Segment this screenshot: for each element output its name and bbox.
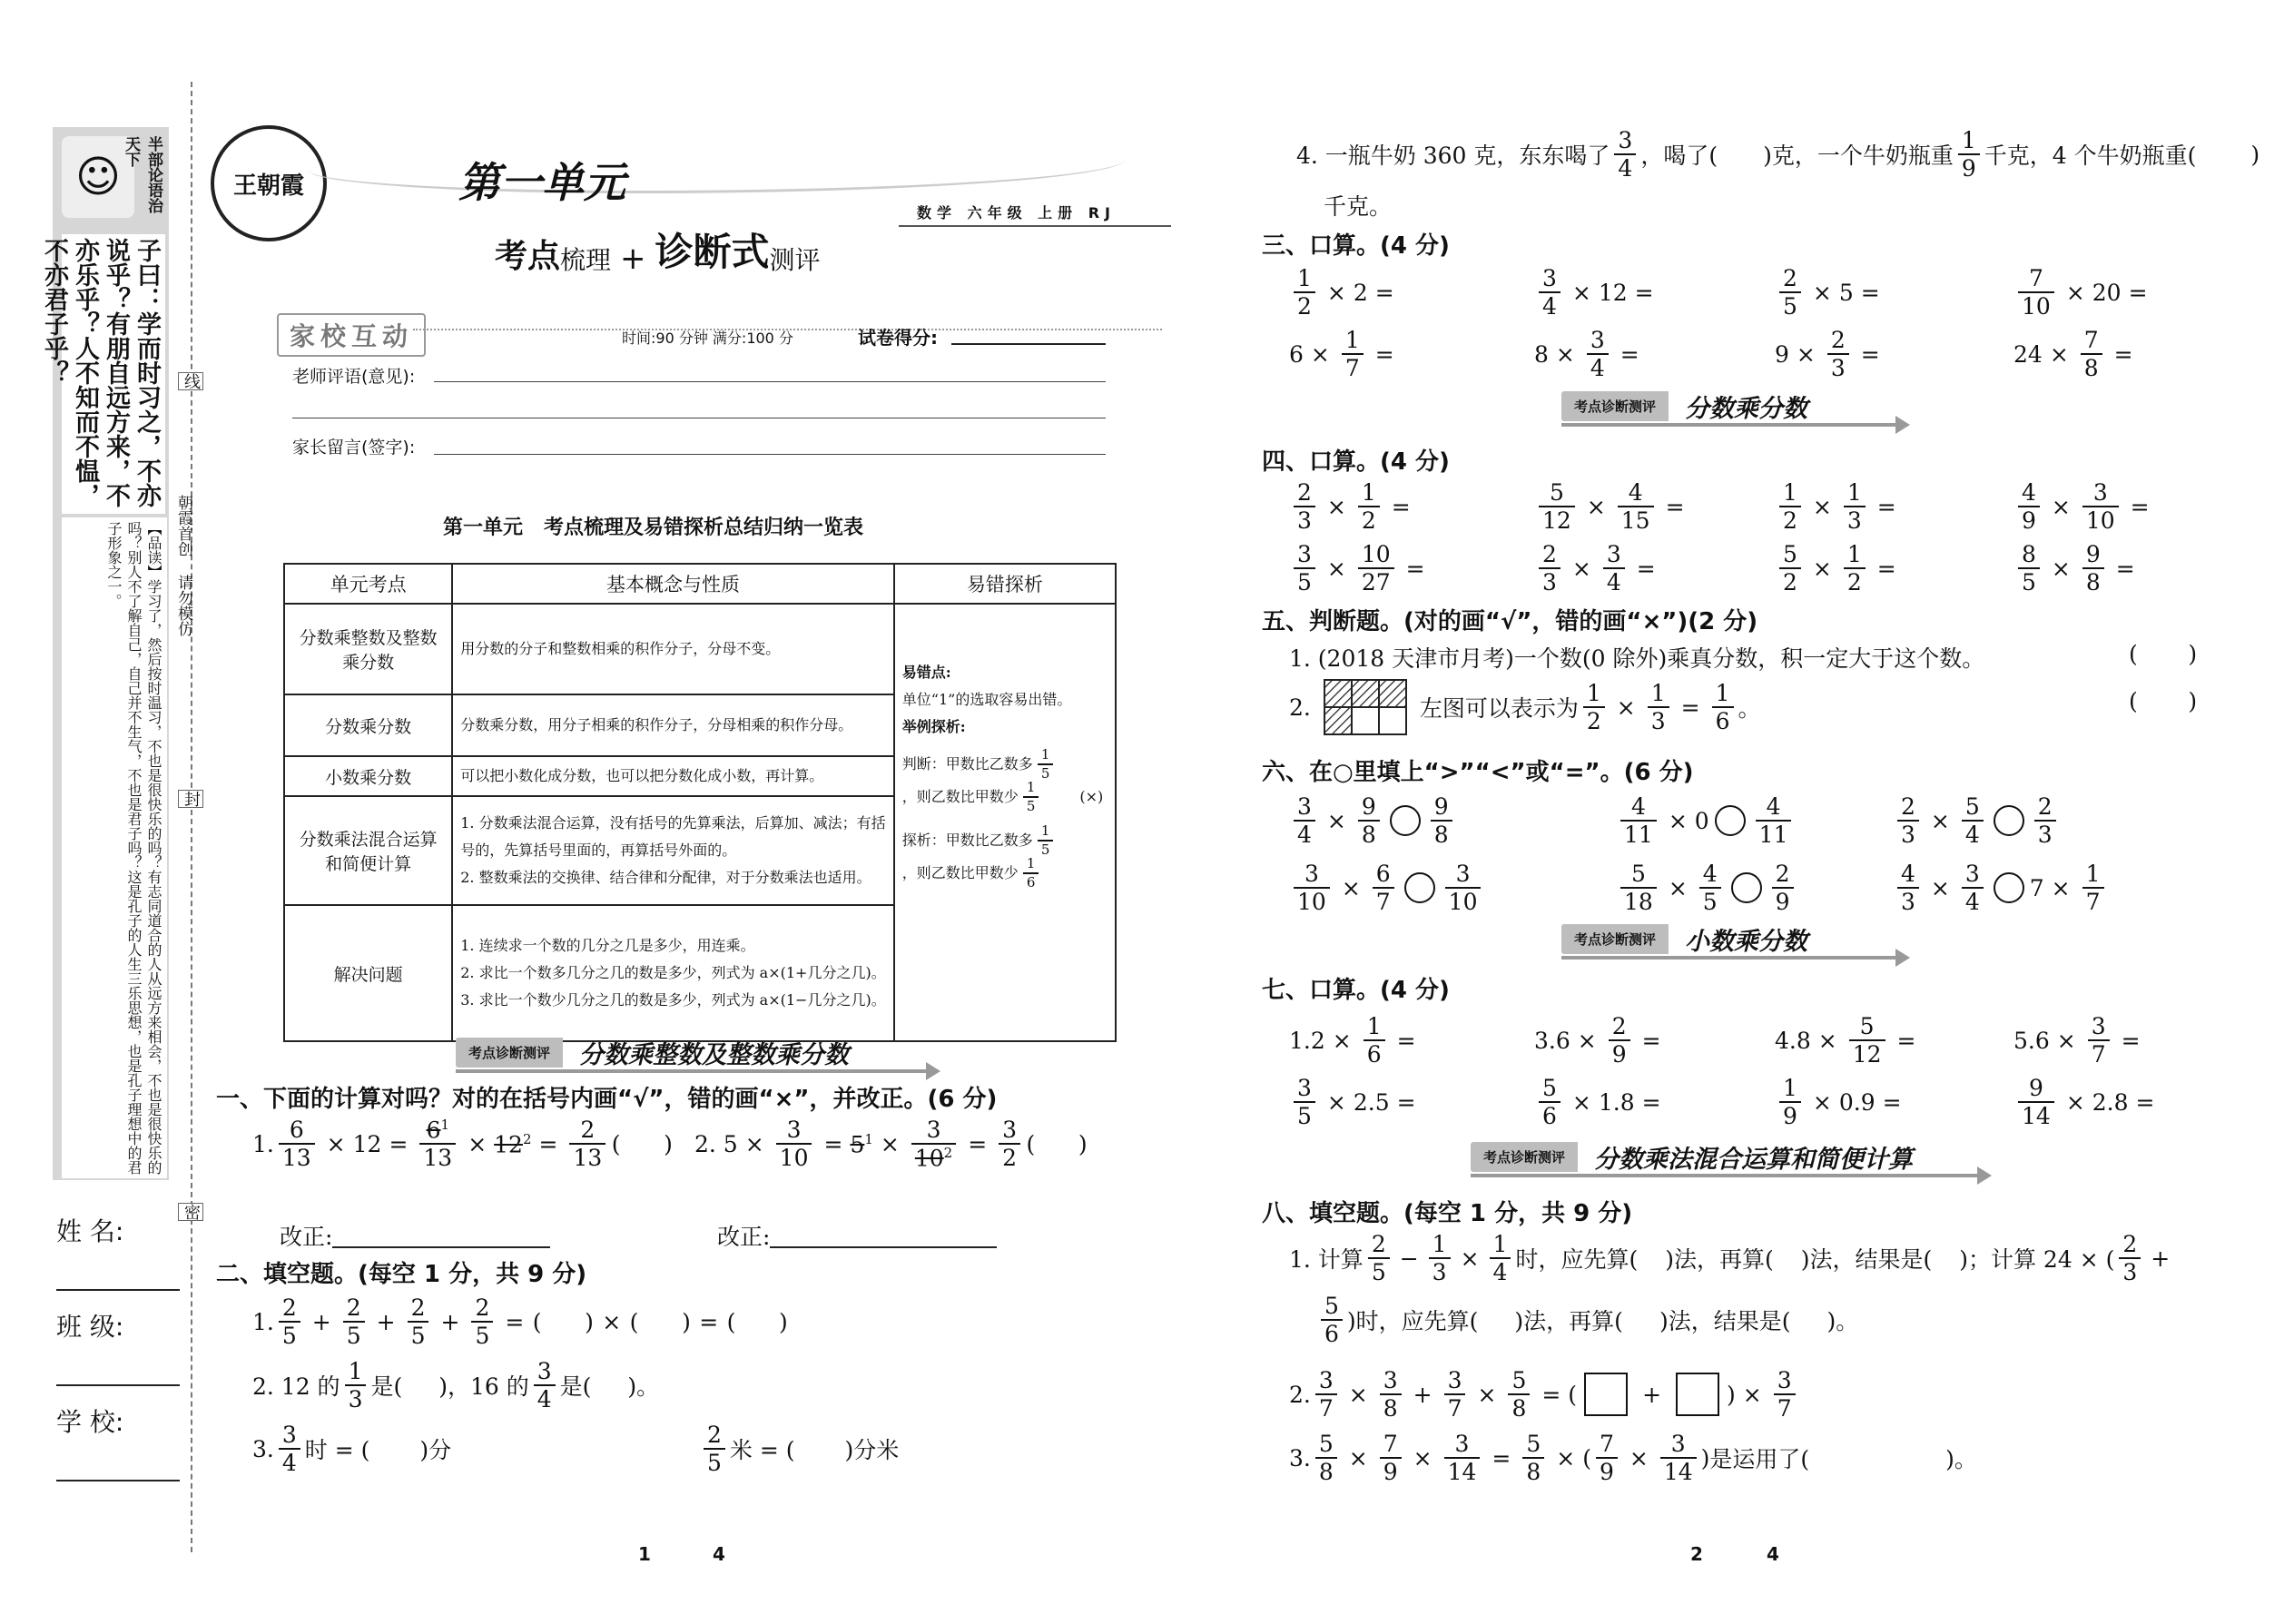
s8-q2: 2. $\frac{3}{7}$ × $\frac{3}{8}$ + $\frac{3}{7}$ × $\frac{5}{8}$ = ( + ) × $\frac{3}{7}$ (1289, 1369, 1800, 1420)
s3-r1c1: $\frac{1}{2}$ × 2 = (1289, 267, 1402, 318)
s2-heading: 二、填空题。(每空 1 分，共 9 分) (216, 1261, 587, 1288)
compare-circle[interactable] (1994, 805, 2024, 836)
s5-q1-answer[interactable]: ( ) (2129, 641, 2198, 667)
s2-q3-b: )分 (419, 1437, 452, 1463)
frac-1-5c: $\frac{1}{5}$ (1038, 824, 1054, 857)
summary-header-row (284, 564, 1116, 604)
row-topic: 小数乘分数 (284, 756, 452, 796)
s5-heading: 五、判断题。(对的画“√”，错的画“×”)(2 分) (1262, 608, 1758, 635)
s7-r2c4: $\frac{9}{14}$ × 2.8 = (2013, 1077, 2161, 1127)
fix-field-1[interactable] (332, 1223, 550, 1248)
s1-q1-answer[interactable]: ( ) (611, 1130, 673, 1157)
s3-r1c4: $\frac{7}{10}$ × 20 = (2013, 267, 2155, 318)
s8-q1: 1. 计算 $\frac{2}{5}$ − $\frac{1}{3}$ × $\frac{1}{4}$ 时，应先算( )法，再算( )法，结果是( )；计算 24 × ( $\frac{2}{3}$ + (1289, 1231, 2171, 1285)
judge-line (902, 748, 1108, 813)
s6-r2c2: $\frac{5}{18}$ × $\frac{4}{5}$ $\frac{2}{9}$ (1616, 862, 1798, 913)
col-topic: 单元考点 (284, 564, 452, 604)
s1-q1: 1. $\frac{6}{13}$ × 12 = $\frac{6^1}{13}$ × $12^2$ = $\frac{2}{13}$ ( ) (252, 1117, 673, 1172)
s8-q3-text: 是运用了( (1709, 1446, 1810, 1472)
class-field[interactable] (56, 1384, 180, 1386)
s8-heading: 八、填空题。(每空 1 分，共 9 分) (1262, 1200, 1633, 1227)
s6-r2c1: $\frac{3}{10}$ × $\frac{6}{7}$ $\frac{3}{10}$ (1289, 862, 1485, 913)
s2-q1: 1. $\frac{2}{5}$ + $\frac{2}{5}$ + $\frac{2}{5}$ + $\frac{2}{5}$ = ( ) × ( ) = ( ) (252, 1294, 788, 1349)
s2-q1-blank-2[interactable]: ( ) (629, 1308, 691, 1335)
summary-title: 第一单元 考点梳理及易错探析总结归纳一览表 (443, 517, 863, 539)
s6-r1c3: $\frac{2}{3}$ × $\frac{5}{4}$ $\frac{2}{3}$ (1893, 795, 2061, 846)
banner-title: 分数乘整数及整数乘分数 (579, 1040, 850, 1069)
err-text: 单位“1”的选取容易出错。 (901, 691, 1072, 708)
school-field[interactable] (56, 1480, 180, 1481)
logo-text: 王朝霞 (232, 172, 304, 200)
explore-a: 探析：甲数比乙数多 (901, 832, 1033, 849)
school-label: 学 校: (56, 1407, 124, 1437)
frac-1-5b: $\frac{1}{5}$ (1023, 781, 1039, 813)
banner-arrow (1561, 956, 1897, 960)
score-field[interactable] (951, 343, 1106, 345)
s4-r2c4: $\frac{8}{5}$ × $\frac{9}{8}$ = (2013, 543, 2142, 594)
home-school-tag: 家校互动 (277, 313, 426, 357)
frac-1-6: $\frac{1}{6}$ (1023, 857, 1039, 890)
s7-r2c2: $\frac{5}{6}$ × 1.8 = (1534, 1077, 1669, 1127)
subtitle-b: 梳理 (560, 245, 612, 275)
s7-r2c1: $\frac{3}{5}$ × 2.5 = (1289, 1077, 1423, 1127)
row-content (452, 796, 894, 905)
s6-r2c3: $\frac{4}{3}$ × $\frac{3}{4}$ 7 × $\frac{1}{7}$ (1893, 862, 2109, 913)
banner-arrow (456, 1069, 928, 1073)
s5-q2: 2. 左图可以表示为 $\frac{1}{2}$ × $\frac{1}{3}$ = $\frac{1}{6}$ 。 (1289, 680, 1761, 734)
teacher-field[interactable] (434, 381, 1106, 382)
r-q4-e: ) (2250, 141, 2260, 168)
banner-section-2 (1561, 389, 1897, 423)
unit-title: 第一单元 (458, 158, 625, 207)
s7-heading: 七、口算。(4 分) (1262, 977, 1450, 1004)
judge-mark: (×) (1079, 788, 1104, 805)
compare-circle[interactable] (1390, 805, 1421, 836)
s8-q1-e: )；计算 24 × ( (1959, 1246, 2115, 1273)
cut-line (191, 82, 192, 1552)
banner-arrow (1561, 423, 1897, 427)
s2-q3-d: )分米 (844, 1437, 900, 1463)
frac-1-5: $\frac{1}{5}$ (1038, 748, 1054, 781)
s3-r1c2: $\frac{3}{4}$ × 12 = (1534, 267, 1661, 318)
s3-r2c4: 24 × $\frac{7}{8}$ = (2013, 327, 2133, 381)
header-swoosh (309, 136, 1126, 193)
s8-q1-cont: $\frac{5}{6}$ )时，应先算( )法，再算( )法，结果是( )。 (1316, 1294, 1858, 1345)
s2-q2-c: )，16 的 (438, 1373, 529, 1400)
mistake-cell (894, 604, 1116, 1041)
banner-section-4 (1471, 1139, 1979, 1174)
s8-q3: 3. $\frac{5}{8}$ × $\frac{7}{9}$ × $\frac{3}{14}$ = $\frac{5}{8}$ × ( $\frac{7}{9}$ × $\frac{3}{14}$ ) 是运用了( )。 (1289, 1431, 1977, 1485)
row-content: 用分数的分子和整数相乘的积作分子，分母不变。 (452, 604, 894, 694)
row-content-3: 3. 求比一个数少几分之几的数是多少，列式为 a×(1−几分之几)。 (460, 991, 886, 1009)
s5-q2-answer[interactable]: ( ) (2129, 688, 2198, 714)
header-rule (899, 225, 1171, 227)
s2-q3-a: 时 = ( (304, 1437, 370, 1463)
r-q4-a: 4. 一瓶牛奶 360 克，东东喝了 (1296, 143, 1610, 169)
s3-r2c2: 8 × $\frac{3}{4}$ = (1534, 327, 1639, 381)
s3-r1c3: $\frac{2}{5}$ × 5 = (1775, 267, 1887, 318)
parent-label: 家长留言(签字): (292, 438, 416, 458)
fraction-grid-figure (1324, 679, 1407, 735)
s6-r1c2: $\frac{4}{11}$ × 0 $\frac{4}{11}$ (1616, 795, 1796, 846)
row-content: 分数乘分数，用分子相乘的积作分子，分母相乘的积作分母。 (452, 694, 894, 756)
s2-q3-right: $\frac{2}{5}$ 米 = ( )分米 (699, 1423, 899, 1474)
s2-q3: 3. $\frac{3}{4}$ 时 = ( )分 (252, 1422, 452, 1476)
s8-q1-i: )。 (1826, 1308, 1859, 1334)
s2-q2-d: 是( (559, 1373, 592, 1400)
explore-b: ，则乙数比甲数少 (901, 864, 1019, 881)
cut-label-3: 封 (178, 790, 203, 808)
banner-title: 小数乘分数 (1685, 927, 1808, 956)
s8-q1-h: )法，结果是( (1659, 1308, 1791, 1334)
banner-arrow (1471, 1174, 1979, 1177)
sidebar-badge: 半部论语治天下 (122, 136, 162, 213)
row-topic: 分数乘整数及整数乘分数 (284, 604, 452, 694)
s8-q1-c: )法，再算( (1665, 1246, 1774, 1273)
row-content-1: 1. 分数乘法混合运算，没有括号的先算乘法，后算加、减法；有括号的，先算括号里面的，再算括号外面的。 (460, 814, 886, 859)
sidebar-portrait: ☺ (62, 136, 134, 218)
s4-r2c1: $\frac{3}{5}$ × $\frac{10}{27}$ = (1289, 543, 1433, 594)
explore-line (902, 824, 1108, 890)
fix-label: 改正: (717, 1224, 771, 1250)
s4-r2c2: $\frac{2}{3}$ × $\frac{3}{4}$ = (1534, 543, 1663, 594)
r-q4-d: 千克，4 个牛奶瓶重( (1984, 143, 2197, 169)
banner-title: 分数乘分数 (1685, 394, 1808, 423)
page-number-left: 1 (638, 1543, 651, 1565)
s5-q1: 1. (2018 天津市月考)一个数(0 除外)乘真分数，积一定大于这个数。 (1289, 645, 1985, 672)
sidebar-quote: 子曰：学而时习之，不亦说乎？有朋自远方来，不亦乐乎？人不知而不愠，不亦君子乎？ (62, 234, 165, 514)
judge-a: 判断：甲数比乙数多 (901, 755, 1033, 773)
page-number-right: 2 (1690, 1543, 1703, 1565)
judge-b: ，则乙数比甲数少 (901, 788, 1019, 805)
cut-label-2: 朝霞首创 请勿模仿 (174, 495, 192, 636)
example-title: 举例探析: (901, 718, 966, 735)
s7-r1c1: 1.2 × $\frac{1}{6}$ = (1289, 1013, 1416, 1068)
row-topic: 解决问题 (284, 905, 452, 1041)
banner-title: 分数乘法混合运算和简便计算 (1594, 1145, 1914, 1174)
compare-circle[interactable] (1404, 872, 1435, 903)
s8-q1-a: 1. 计算 (1289, 1246, 1364, 1273)
s8-q1-g: )法，再算( (1514, 1308, 1623, 1334)
s6-r1c1: $\frac{3}{4}$ × $\frac{9}{8}$ $\frac{9}{8}$ (1289, 795, 1457, 846)
page-number-left-2: 4 (713, 1543, 725, 1565)
s6-heading: 六、在○里填上“>”“<”或“=”。(6 分) (1262, 759, 1694, 786)
s2-q1-blank-1[interactable]: ( ) (532, 1308, 594, 1335)
subtitle-d: 测评 (769, 245, 821, 275)
s7-r1c4: 5.6 × $\frac{3}{7}$ = (2013, 1013, 2141, 1068)
sidebar-reading: 【品读】学习了，然后按时温习，不也是很快乐的吗？有志同道合的人从远方来相会，不也是很快乐的吗？别人不了解自己，自己并不生气，不也是君子吗？这是孔子的人生三乐思想，也是孔子理想中的君子形象之一。 (62, 517, 167, 1178)
r-q4: 4. 一瓶牛奶 360 克，东东喝了 $\frac{3}{4}$ ，喝了( )克，一个牛奶瓶重 $\frac{1}{9}$ 千克，4 个牛奶瓶重( ) (1296, 127, 2260, 182)
row-content-2: 2. 求比一个数多几分之几的数是多少，列式为 a×(1+几分之几)。 (460, 964, 886, 981)
row-content-1: 1. 连续求一个数的几分之几是多少，用连乘。 (460, 937, 755, 954)
subtitle-c: 诊断式 (655, 230, 770, 274)
answer-box-1[interactable] (1584, 1373, 1628, 1416)
err-title: 易错点: (901, 664, 951, 681)
banner-section-3 (1561, 921, 1897, 956)
r-q4-b: ，喝了( (1640, 143, 1718, 169)
col-mistake: 易错探析 (894, 564, 1116, 604)
s3-r2c1: 6 × $\frac{1}{7}$ = (1289, 327, 1394, 381)
s2-q2-b: 是( (370, 1373, 403, 1400)
s3-r2c3: 9 × $\frac{2}{3}$ = (1775, 327, 1880, 381)
banner-section-1 (456, 1035, 928, 1069)
name-field[interactable] (56, 1289, 180, 1291)
row-topic: 分数乘分数 (284, 694, 452, 756)
s3-heading: 三、口算。(4 分) (1262, 232, 1450, 260)
summary-table (283, 563, 1117, 1042)
col-concept: 基本概念与性质 (452, 564, 894, 604)
s4-r1c2: $\frac{5}{12}$ × $\frac{4}{15}$ = (1534, 481, 1692, 532)
s8-q1-d: )法，结果是( (1800, 1246, 1933, 1273)
s2-q1-blank-3[interactable]: ( ) (726, 1308, 788, 1335)
answer-box-2[interactable] (1676, 1373, 1719, 1416)
s4-r2c3: $\frac{5}{2}$ × $\frac{1}{2}$ = (1775, 543, 1904, 594)
row-content (452, 905, 894, 1041)
s1-fix-2 (717, 1219, 997, 1252)
row-content: 可以把小数化成分数，也可以把分数化成小数，再计算。 (452, 756, 894, 796)
s4-r1c1: $\frac{2}{3}$ × $\frac{1}{2}$ = (1289, 481, 1418, 532)
banner-tag: 考点诊断测评 (1471, 1142, 1578, 1172)
row-content-2: 2. 整数乘法的交换律、结合律和分配律，对于分数乘法也适用。 (460, 869, 871, 886)
s1-heading: 一、下面的计算对吗？对的在括号内画“√”，错的画“×”，并改正。(6 分) (216, 1086, 998, 1113)
fix-label: 改正: (280, 1224, 333, 1250)
cut-label-1: 线 (178, 372, 203, 390)
subtitle-plus: + (620, 241, 646, 277)
s1-q2-answer[interactable]: ( ) (1026, 1130, 1088, 1157)
s7-r2c3: $\frac{1}{9}$ × 0.9 = (1775, 1077, 1909, 1127)
banner-tag: 考点诊断测评 (1561, 391, 1669, 421)
header-subtitle (495, 222, 821, 277)
s2-q2: 2. 12 的 $\frac{1}{3}$ 是( )，16 的 $\frac{3}{4}$ 是( )。 (252, 1358, 660, 1412)
banner-tag: 考点诊断测评 (456, 1038, 563, 1068)
s2-q2-a: 2. 12 的 (252, 1373, 340, 1400)
s8-q3-text-b: )。 (1945, 1446, 1977, 1472)
s7-r1c2: 3.6 × $\frac{2}{9}$ = (1534, 1013, 1661, 1068)
s8-q1-b: 时，应先算( (1515, 1246, 1639, 1273)
r-q4-c: )克，一个牛奶瓶重 (1763, 143, 1954, 169)
subtitle-a: 考点 (495, 238, 561, 275)
s1-q2: 2. 5 × $\frac{3}{10}$ = $5^1$ × $\frac{3}{10^2}$ = $\frac{3}{2}$ ( ) (694, 1117, 1088, 1172)
book-info: 数学 六年级 上册 RJ (917, 204, 1116, 221)
teacher-label: 老师评语(意见): (292, 367, 416, 387)
s4-r1c3: $\frac{1}{2}$ × $\frac{1}{3}$ = (1775, 481, 1904, 532)
s4-heading: 四、口算。(4 分) (1262, 448, 1450, 476)
s5-q2-a: 2. (1289, 694, 1311, 721)
cut-label-4: 密 (178, 1203, 203, 1221)
class-label: 班 级: (56, 1312, 124, 1342)
s4-r1c4: $\frac{4}{9}$ × $\frac{3}{10}$ = (2013, 481, 2157, 532)
page-number-right-2: 4 (1767, 1543, 1779, 1565)
s1-fix-1 (280, 1219, 550, 1252)
r-q4-unit: 千克。 (1324, 193, 1393, 220)
s5-q2-b: 左图可以表示为 (1419, 695, 1579, 722)
s7-r1c3: 4.8 × $\frac{5}{12}$ = (1775, 1013, 1916, 1068)
compare-circle[interactable] (1994, 872, 2024, 903)
compare-circle[interactable] (1731, 872, 1762, 903)
name-label: 姓 名: (56, 1216, 124, 1246)
row-topic: 分数乘法混合运算和简便计算 (284, 796, 452, 905)
table-row (284, 604, 1116, 694)
fix-field-2[interactable] (770, 1223, 997, 1248)
score-label: 试卷得分: (858, 327, 938, 349)
s2-q3-c: 米 = ( (729, 1437, 795, 1463)
banner-tag: 考点诊断测评 (1561, 924, 1669, 954)
s2-q2-e: )。 (627, 1373, 660, 1400)
time-info: 时间:90 分钟 满分:100 分 (622, 330, 793, 347)
s8-q1-f: )时，应先算( (1346, 1308, 1479, 1334)
compare-circle[interactable] (1715, 805, 1746, 836)
parent-field[interactable] (434, 454, 1106, 455)
